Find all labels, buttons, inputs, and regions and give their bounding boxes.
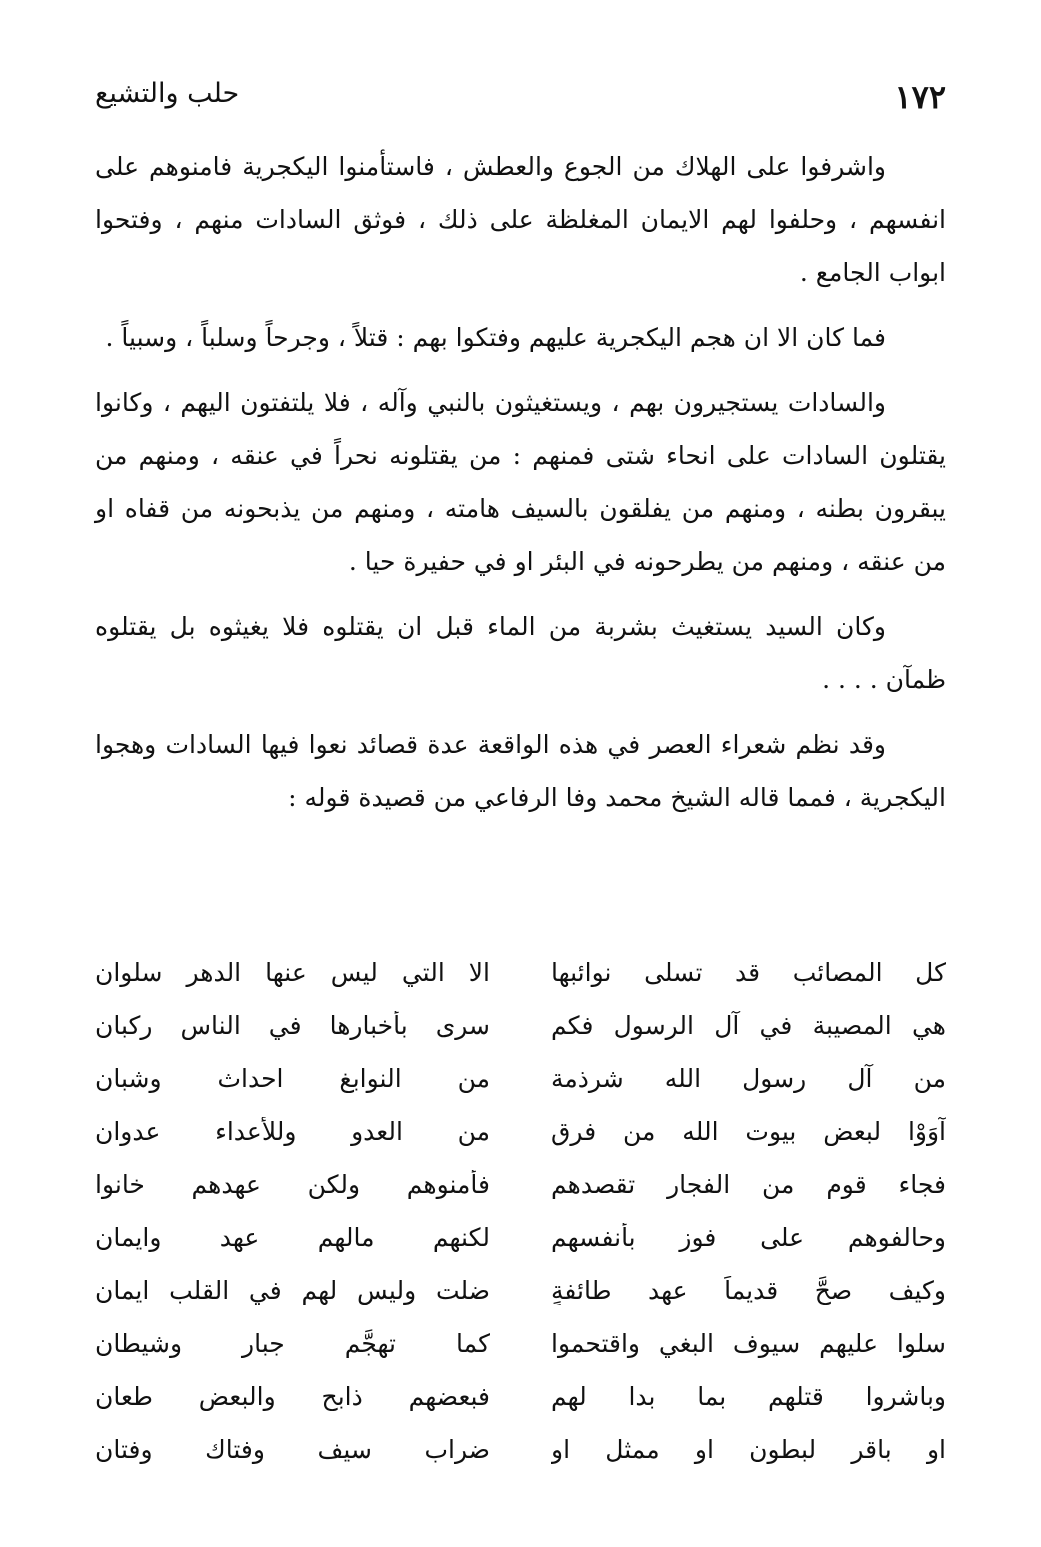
verse-second-hemistich: ضراب سيف وفتاك وفتان [95,1435,490,1464]
poem-verse [95,1052,946,1105]
verse-second-hemistich: لكنهم مالهم عهد وايمان [95,1223,490,1252]
body-text [95,140,946,836]
verse-first-hemistich: آوَوْا لبعض بيوت الله من فرقٍ [551,1117,946,1146]
verse-second-hemistich: ضلت وليس لهم في القلب ايمان [95,1276,490,1305]
paragraph: والسادات يستجيرون بهم ، ويستغيثون بالنبي وآله ، فلا يلتفتون اليهم ، وكانوا يقتلون السادات على انحاء شتى فمنهم : من يقتلونه نحراً في عنقه ، ومنهم من يبقرون بطنه ، ومنهم من يفلقون بالسيف هامته ، ومنهم من يذبحونه من قفاه او من عنقه ، ومنهم من يطرحونه في البئر او في حفيرة حيا . [95,388,946,576]
poem [95,946,946,1476]
poem-verse [95,1105,946,1158]
verse-first-hemistich: وباشروا قتلهم بما بدا لهم [551,1382,946,1411]
paragraph: وكان السيد يستغيث بشربة من الماء قبل ان يقتلوه فلا يغيثوه بل يقتلوه ظمآن . . . . [95,612,946,694]
poem-verse [95,1317,946,1370]
poem-verse [95,946,946,999]
verse-second-hemistich: من النوابغ احداث وشبان [95,1064,490,1093]
verse-second-hemistich: كما تهجَّم جبار وشيطان [95,1329,490,1358]
paragraph: فما كان الا ان هجم اليكجرية عليهم وفتكوا بهم : قتلاً ، وجرحاً وسلباً ، وسبياً . [105,323,886,352]
poem-verse [95,1370,946,1423]
running-title: حلب والتشيع [95,78,240,109]
page-header [95,72,946,122]
verse-first-hemistich: هي المصيبة في آل الرسول فكم [551,1011,946,1040]
verse-second-hemistich: سرى بأخبارها في الناس ركبان [95,1011,490,1040]
poem-verse [95,1423,946,1476]
verse-first-hemistich: كل المصائب قد تسلى نوائبها [551,958,946,987]
verse-first-hemistich: فجاء قوم من الفجار تقصدهم [551,1170,946,1199]
verse-first-hemistich: وكيف صحَّ قديماً عهد طائفةٍ [551,1276,946,1305]
poem-verse [95,1158,946,1211]
paragraph: وقد نظم شعراء العصر في هذه الواقعة عدة قصائد نعوا فيها السادات وهجوا اليكجرية ، فمما قاله الشيخ محمد وفا الرفاعي من قصيدة قوله : [95,730,946,812]
poem-verse [95,1264,946,1317]
verse-first-hemistich: سلوا عليهم سيوف البغي واقتحموا [551,1329,946,1358]
paragraph: واشرفوا على الهلاك من الجوع والعطش ، فاستأمنوا اليكجرية فامنوهم على انفسهم ، وحلفوا لهم الايمان المغلظة على ذلك ، فوثق السادات منهم ، وفتحوا ابواب الجامع . [95,152,946,287]
verse-second-hemistich: فبعضهم ذابح والبعض طعان [95,1382,490,1411]
verse-first-hemistich: من آل رسول الله شرذمة [551,1064,946,1093]
page-number: ١٧٢ [894,78,946,116]
verse-first-hemistich: وحالفوهم على فوز بأنفسهم [551,1223,946,1252]
poem-verse [95,999,946,1052]
verse-second-hemistich: فأمنوهم ولكن عهدهم خانوا [95,1170,490,1199]
verse-second-hemistich: من العدو وللأعداء عدوان [95,1117,490,1146]
poem-verse [95,1211,946,1264]
verse-second-hemistich: الا التي ليس عنها الدهر سلوان [95,958,490,987]
verse-first-hemistich: او باقر لبطون او ممثل او [551,1435,946,1464]
